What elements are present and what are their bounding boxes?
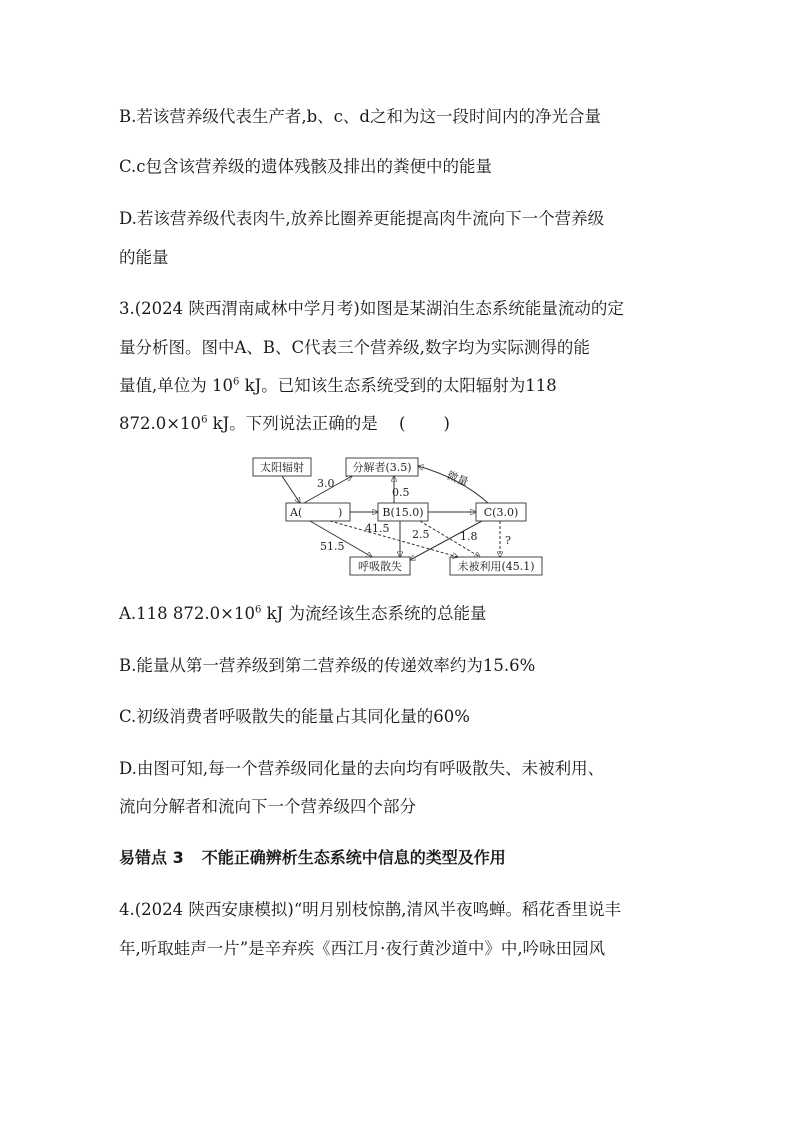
option-b-line: B.若该营养级代表生产者,b、c、d之和为这一段时间内的净光合量 xyxy=(119,107,601,126)
question-4-line-1: 4.(2024 陕西安康模拟)“明月别枝惊鹊,清风半夜鸣蝉。稻花香里说丰 xyxy=(119,900,622,919)
c-box xyxy=(476,503,526,521)
value-3-0: 3.0 xyxy=(317,477,335,490)
value-41-5: 41.5 xyxy=(365,522,390,535)
a-label-left: A( xyxy=(290,506,303,519)
question-4-line-2: 年,听取蛙声一片”是辛弃疾《西江月·夜行黄沙道中》中,吟咏田园风 xyxy=(119,939,606,958)
question-3-line-3 xyxy=(119,375,557,397)
respiration-label: 呼吸散失 xyxy=(358,560,402,573)
q3-line4-text-a: 872.0×10 xyxy=(119,414,202,433)
respiration-box xyxy=(350,557,410,575)
value-unknown: ? xyxy=(505,534,511,547)
heading-number: 易错点 3 xyxy=(119,848,184,867)
value-1-8: 1.8 xyxy=(460,530,478,543)
decomposer-label: 分解者(3.5) xyxy=(352,461,412,474)
heading-text: 不能正确辨析生态系统中信息的类型及作用 xyxy=(201,848,506,867)
a-box xyxy=(286,503,350,521)
option-c-line: C.c包含该营养级的遗体残骸及排出的粪便中的能量 xyxy=(119,157,493,176)
option-a-line xyxy=(119,603,486,625)
b-label: B(15.0) xyxy=(382,506,424,519)
unused-box xyxy=(450,557,542,575)
option-a-text-b: kJ 为流经该生态系统的总能量 xyxy=(261,604,487,623)
option-d-line-2: 的能量 xyxy=(119,248,169,267)
question-3-line-2: 量分析图。图中A、B、C代表三个营养级,数字均为实际测得的能 xyxy=(119,338,590,357)
q3-line3-sup: 6 xyxy=(233,376,240,388)
question-3-line-4 xyxy=(119,413,450,435)
sun-box xyxy=(253,458,311,476)
q3-line4-sup: 6 xyxy=(201,414,208,426)
value-51-5: 51.5 xyxy=(320,540,345,553)
c-label: C(3.0) xyxy=(483,506,519,519)
q3-line3-text-a: 量值,单位为 10 xyxy=(119,376,233,395)
option-d-line-1: D.若该营养级代表肉牛,放养比圈养更能提高肉牛流向下一个营养级 xyxy=(119,209,605,228)
q3-line3-text-b: kJ。已知该生态系统受到的太阳辐射为118 xyxy=(239,376,557,395)
q3-line4-text-b: kJ。下列说法正确的是 xyxy=(207,414,378,433)
option-d2-line-2: 流向分解者和流向下一个营养级四个部分 xyxy=(119,797,416,816)
question-3-line-1: 3.(2024 陕西渭南咸林中学月考)如图是某湖泊生态系统能量流动的定 xyxy=(119,299,624,318)
section-heading xyxy=(119,847,506,869)
arrow-a-to-unused xyxy=(330,521,458,557)
option-d2-line-1: D.由图可知,每一个营养级同化量的去向均有呼吸散失、未被利用、 xyxy=(119,759,605,778)
option-a-text-a: A.118 872.0×10 xyxy=(119,604,255,623)
option-c2-line: C.初级消费者呼吸散失的能量占其同化量的60% xyxy=(119,707,470,726)
answer-paren-left: ( xyxy=(399,414,406,433)
value-trace: 微量 xyxy=(444,468,471,490)
sun-label: 太阳辐射 xyxy=(260,461,304,474)
decomposer-box xyxy=(346,458,418,476)
a-label-right: ) xyxy=(338,506,343,519)
option-b2-line: B.能量从第一营养级到第二营养级的传递效率约为15.6% xyxy=(119,656,536,675)
option-a-sup: 6 xyxy=(254,604,262,616)
energy-flow-diagram xyxy=(250,452,550,582)
value-0-5: 0.5 xyxy=(392,486,410,499)
value-2-5: 2.5 xyxy=(412,528,430,541)
arrow-sun-to-a xyxy=(282,476,300,503)
unused-label: 未被利用(45.1) xyxy=(457,560,535,573)
b-box xyxy=(378,503,428,521)
answer-paren-right: ) xyxy=(443,414,450,433)
